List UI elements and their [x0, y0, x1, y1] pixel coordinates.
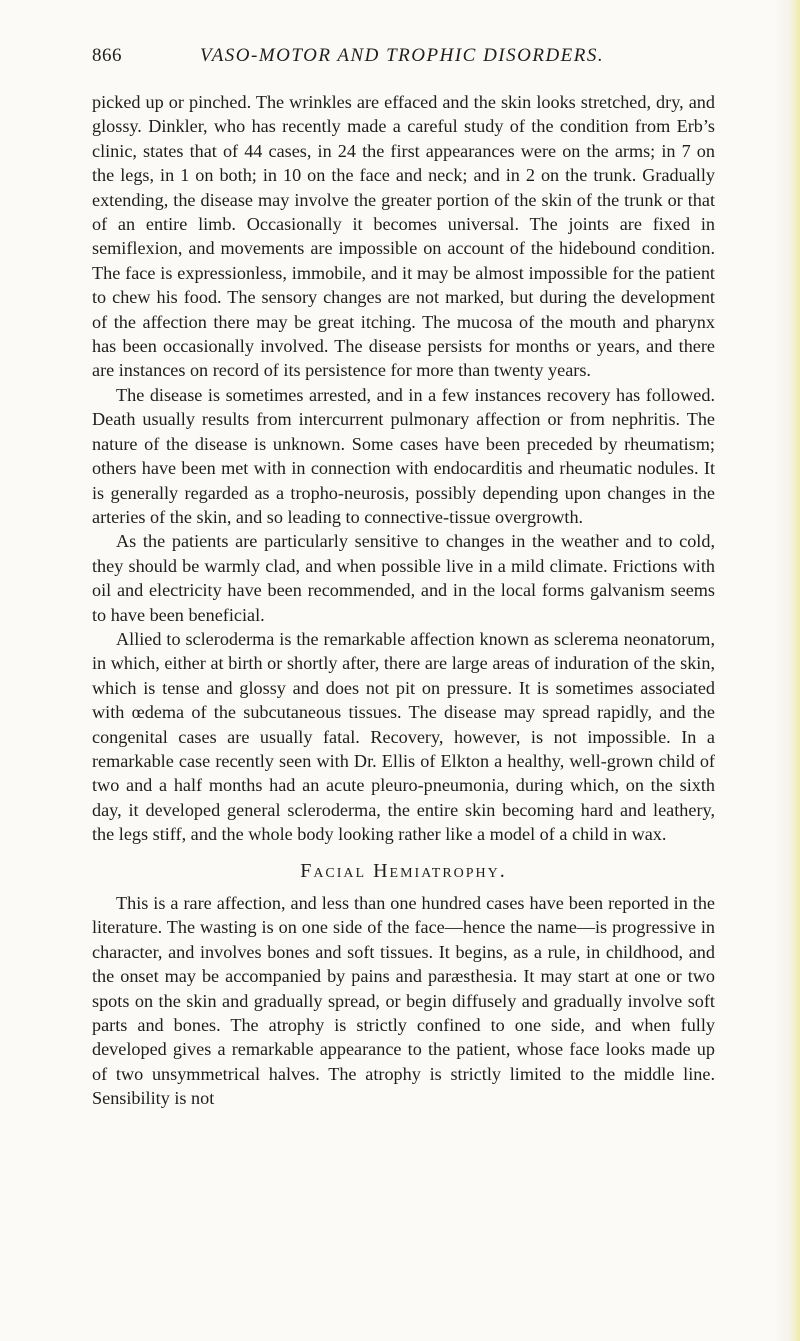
section-heading: Facial Hemiatrophy.	[300, 859, 507, 882]
paragraph-prognosis: The disease is sometimes arrested, and in a few instances recovery has followed. Death usually results from intercurrent pulmonary affection or from nephritis. The nature of the disease is unknown. Some cases have been preceded by rheumatism; others have been met with in connection with endocarditis and rheumatic nodules. It is generally regarded as a tropho-neurosis, possibly depending upon changes in the arteries of the skin, and so leading to connective-tissue overgrowth.	[92, 384, 715, 527]
paragraph-treatment: As the patients are particularly sensitive to changes in the weather and to cold, they should be warmly clad, and when possible live in a mild climate. Frictions with oil and electricity have been recommended, and in the local forms galvanism seems to have been beneficial.	[92, 531, 715, 625]
paragraph-continued: picked up or pinched. The wrinkles are effaced and the skin looks stretched, dry, and glossy. Dinkler, who has recently made a careful study of the condition from Erb’s clinic, states that of 44 cases, in 24 the first appearances were on the arms; in 7 on the legs, in 1 on both; in 10 on the face and neck; and in 2 on the trunk. Gradually extending, the disease may involve the greater portion of the skin of the trunk or that of an entire limb. Occasionally it becomes universal. The joints are fixed in semiflexion, and movements are impossible on account of the hidebound condition. The face is expressionless, immobile, and it may be almost impossible for the patient to chew his food. The sensory changes are not marked, but during the development of the affection there may be great itching. The mucosa of the mouth and pharynx has been occasionally involved. The disease persists for months or years, and there are instances on record of its persistence for more than twenty years.	[92, 92, 715, 381]
paragraph-facial-hemiatrophy: This is a rare affection, and less than one hundred cases have been reported in the literature. The wasting is on one side of the face—hence the name—is progressive in character, and involves bones and soft tissues. It begins, as a rule, in childhood, and the onset may be accompanied by pains and paræsthesia. It may start at one or two spots on the skin and gradually spread, or begin diffusely and gradually involve soft parts and bones. The atrophy is strictly confined to one side, and when fully developed gives a remarkable appearance to the patient, whose face looks made up of two unsymmetrical halves. The atrophy is strictly limited to the middle line. Sensibility is not	[92, 893, 715, 1109]
body-text	[92, 90, 715, 1111]
running-title: VASO-MOTOR AND TROPHIC DISORDERS.	[200, 45, 605, 66]
paragraph-sclerema: Allied to scleroderma is the remarkable affection known as sclerema neonatorum, in which, either at birth or shortly after, there are large areas of induration of the skin, which is tense and glossy and does not pit on pressure. It is sometimes associated with œdema of the subcutaneous tissues. The disease may spread rapidly, and the congenital cases are usually fatal. Recovery, however, is not impossible. In a remarkable case recently seen with Dr. Ellis of Elkton a healthy, well-grown child of two and a half months had an acute pleuro-pneumonia, during which, on the sixth day, it developed general scleroderma, the entire skin becoming hard and leathery, the legs stiff, and the whole body looking rather like a model of a child in wax.	[92, 628, 715, 845]
page-header	[92, 45, 712, 75]
page-number: 866	[92, 45, 122, 66]
scan-edge	[774, 0, 800, 1341]
